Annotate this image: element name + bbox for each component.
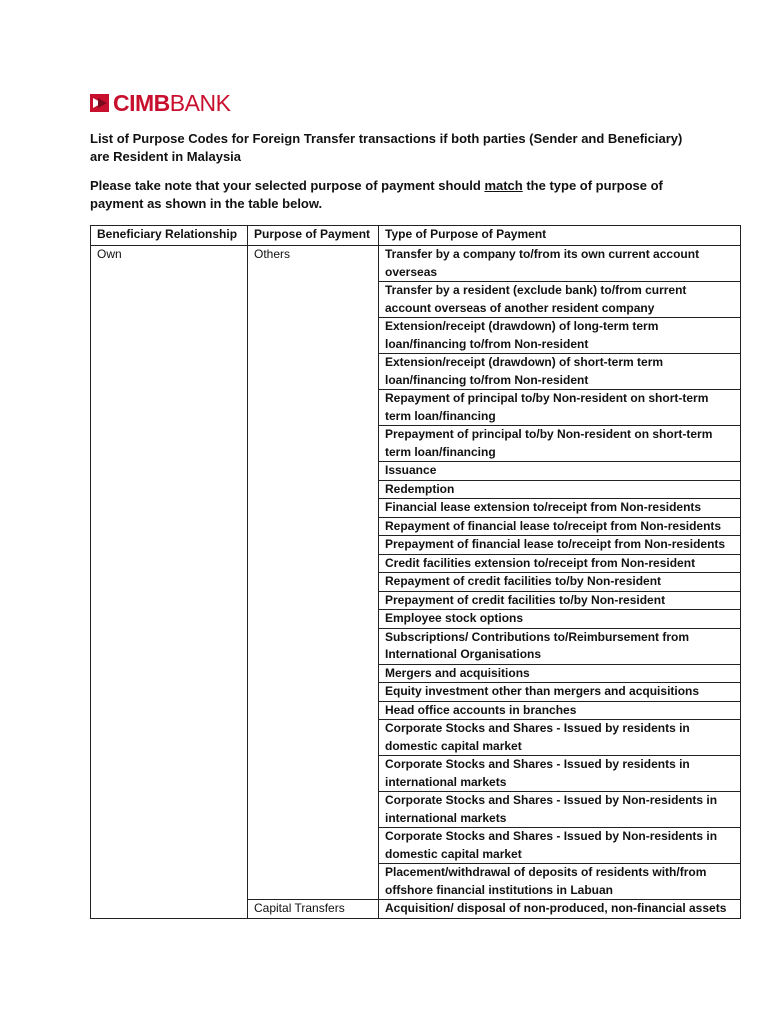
cell-type-of-purpose: Corporate Stocks and Shares - Issued by residents in international markets [379,756,741,792]
cell-type-of-purpose: Redemption [379,480,741,499]
table-body [91,246,741,919]
cell-type-of-purpose: Issuance [379,462,741,481]
cell-type-of-purpose: Corporate Stocks and Shares - Issued by Non-residents in domestic capital market [379,828,741,864]
cell-type-of-purpose: Mergers and acquisitions [379,664,741,683]
cell-beneficiary-relationship: Own [91,246,248,919]
cell-type-of-purpose: Acquisition/ disposal of non-produced, non-financial assets [379,900,741,919]
cimb-bank-logo [90,92,230,114]
cell-type-of-purpose: Employee stock options [379,610,741,629]
header-beneficiary-relationship: Beneficiary Relationship [91,226,248,246]
cell-type-of-purpose: Corporate Stocks and Shares - Issued by residents in domestic capital market [379,720,741,756]
cell-type-of-purpose: Repayment of credit facilities to/by Non-resident [379,573,741,592]
header-type-of-purpose: Type of Purpose of Payment [379,226,741,246]
cimb-logo-icon [90,93,110,113]
logo-wordmark: CIMBBANK [113,90,231,116]
cell-type-of-purpose: Head office accounts in branches [379,701,741,720]
instruction-note: Please take note that your selected purpose of payment should match the type of purpose of payment as shown in the table below. [90,178,663,211]
cell-purpose-of-payment: Others [248,246,379,900]
cell-type-of-purpose: Placement/withdrawal of deposits of residents with/from offshore financial institutions in Labuan [379,864,741,900]
cell-type-of-purpose: Subscriptions/ Contributions to/Reimbursement from International Organisations [379,628,741,664]
cell-type-of-purpose: Financial lease extension to/receipt from Non-residents [379,499,741,518]
cell-type-of-purpose: Credit facilities extension to/receipt from Non-resident [379,554,741,573]
cell-type-of-purpose: Prepayment of principal to/by Non-resident on short-term term loan/financing [379,426,741,462]
header-purpose-of-payment: Purpose of Payment [248,226,379,246]
cell-type-of-purpose: Transfer by a company to/from its own current account overseas [379,246,741,282]
page-heading: List of Purpose Codes for Foreign Transfer transactions if both parties (Sender and Beneficiary) are Resident in Malaysia [90,131,683,164]
cell-type-of-purpose: Equity investment other than mergers and acquisitions [379,683,741,702]
cell-type-of-purpose: Prepayment of credit facilities to/by Non-resident [379,591,741,610]
emphasis-match: match [484,178,523,193]
cell-type-of-purpose: Repayment of financial lease to/receipt from Non-residents [379,517,741,536]
cell-type-of-purpose: Prepayment of financial lease to/receipt from Non-residents [379,536,741,555]
cell-type-of-purpose: Extension/receipt (drawdown) of short-term term loan/financing to/from Non-resident [379,354,741,390]
purpose-codes-table [90,225,741,919]
table-header-row [91,226,741,246]
cell-type-of-purpose: Transfer by a resident (exclude bank) to/from current account overseas of another resident company [379,282,741,318]
cell-type-of-purpose: Corporate Stocks and Shares - Issued by Non-residents in international markets [379,792,741,828]
table-row [91,246,741,282]
cell-type-of-purpose: Repayment of principal to/by Non-resident on short-term term loan/financing [379,390,741,426]
cell-purpose-of-payment: Capital Transfers [248,900,379,919]
cell-type-of-purpose: Extension/receipt (drawdown) of long-term term loan/financing to/from Non-resident [379,318,741,354]
